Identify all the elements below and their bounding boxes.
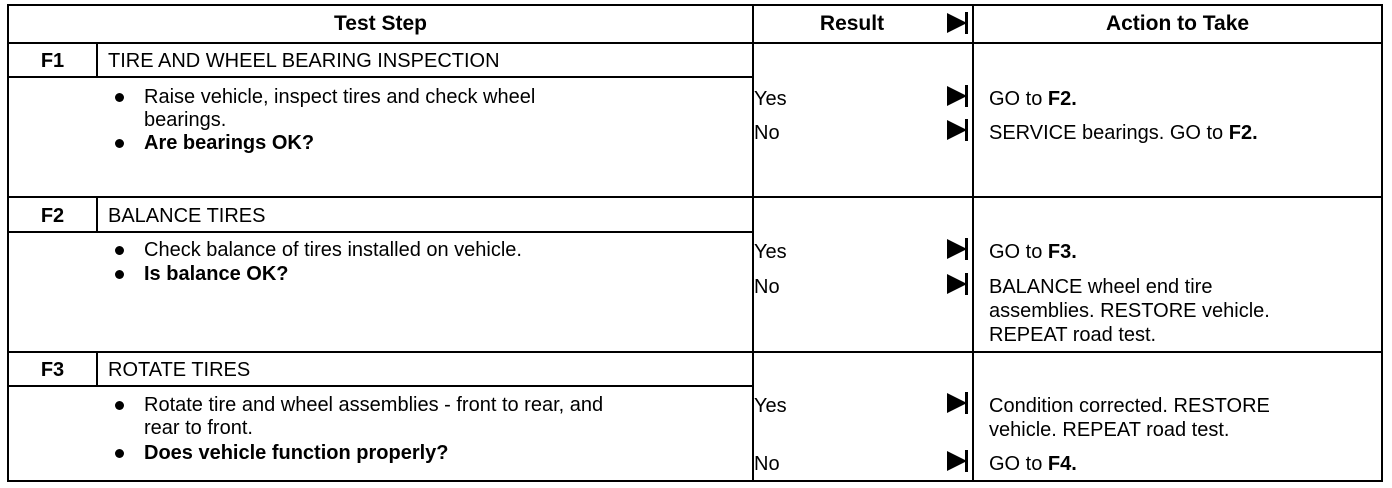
f1-yes-arrow-bar [965,85,968,107]
f3-yes-arrow-icon [947,393,967,413]
header-action: Action to Take [1105,12,1250,35]
f2-bullet-1 [115,246,124,255]
diagnostic-table [7,4,1383,482]
f3-bullet-1 [115,401,124,410]
f3-no-action-ref: F4 [1047,453,1072,475]
f2-step-title: BALANCE TIRES [108,205,266,227]
header-divider [9,42,1381,44]
f2-result-no: No [754,276,780,298]
f2-result-yes: Yes [754,241,787,263]
header-test-step: Test Step [334,12,427,35]
f3-step-title: ROTATE TIRES [108,359,251,381]
f1-yes-arrow-icon [947,86,967,106]
header-result: Result [819,12,885,35]
f3-yes-action-line-2: vehicle. REPEAT road test. [989,419,1230,441]
f1-bullet-2 [115,139,124,148]
f2-no-action-line-1: BALANCE wheel end tire [989,276,1213,298]
f1-bullet-1-line-1: Raise vehicle, inspect tires and check wheel [144,86,536,108]
f1-no-arrow-bar [965,119,968,141]
f2-row-divider [9,351,1381,353]
f3-id-divider [96,351,98,387]
f3-no-arrow-bar [965,450,968,472]
action-column-divider [972,6,974,480]
f3-bullet-1-line-2: rear to front. [144,417,253,439]
f1-question: Are bearings OK? [144,132,315,154]
f1-row-divider [9,196,1381,198]
f1-no-action-ref: F2 [1228,122,1253,144]
f2-yes-arrow-bar [965,238,968,260]
f1-title-divider [9,76,752,78]
f2-id-divider [96,196,98,233]
f1-yes-action: GO to F2. [989,88,1077,110]
f1-bullet-1 [115,93,124,102]
f2-no-arrow-icon [947,274,967,294]
f2-yes-action: GO to F3. [989,241,1077,263]
f1-result-no: No [754,122,780,144]
f1-no-arrow-icon [947,120,967,140]
f1-id-divider [96,42,98,78]
f3-no-action: GO to F4. [989,453,1077,475]
f2-title-divider [9,231,752,233]
f1-result-yes: Yes [754,88,787,110]
f3-result-yes: Yes [754,395,787,417]
f3-yes-action-line-1: Condition corrected. RESTORE [989,395,1270,417]
header-arrow-icon [947,13,967,33]
f2-yes-action-ref: F3 [1047,241,1072,263]
f2-step-id: F2 [40,205,65,227]
f2-no-arrow-bar [965,273,968,295]
f3-step-id: F3 [40,359,65,381]
f2-no-action-line-2: assemblies. RESTORE vehicle. [989,300,1270,322]
f3-question: Does vehicle function properly? [144,442,449,464]
f2-question: Is balance OK? [144,263,289,285]
f1-step-title: TIRE AND WHEEL BEARING INSPECTION [108,50,500,72]
f3-no-arrow-icon [947,451,967,471]
f2-bullet-2 [115,270,124,279]
f3-title-divider [9,385,752,387]
header-arrow-bar [965,12,968,34]
f3-yes-arrow-bar [965,392,968,414]
f3-result-no: No [754,453,780,475]
f2-no-action-line-3: REPEAT road test. [989,324,1157,346]
f3-bullet-1-line-1: Rotate tire and wheel assemblies - front to rear, and [144,394,604,416]
f3-bullet-2 [115,449,124,458]
f1-no-action: SERVICE bearings. GO to F2. [989,122,1258,144]
f1-step-id: F1 [40,50,65,72]
f2-yes-arrow-icon [947,239,967,259]
f1-yes-action-ref: F2 [1047,88,1072,110]
f2-bullet-1-line-1: Check balance of tires installed on vehicle. [144,239,522,261]
f1-bullet-1-line-2: bearings. [144,109,227,131]
